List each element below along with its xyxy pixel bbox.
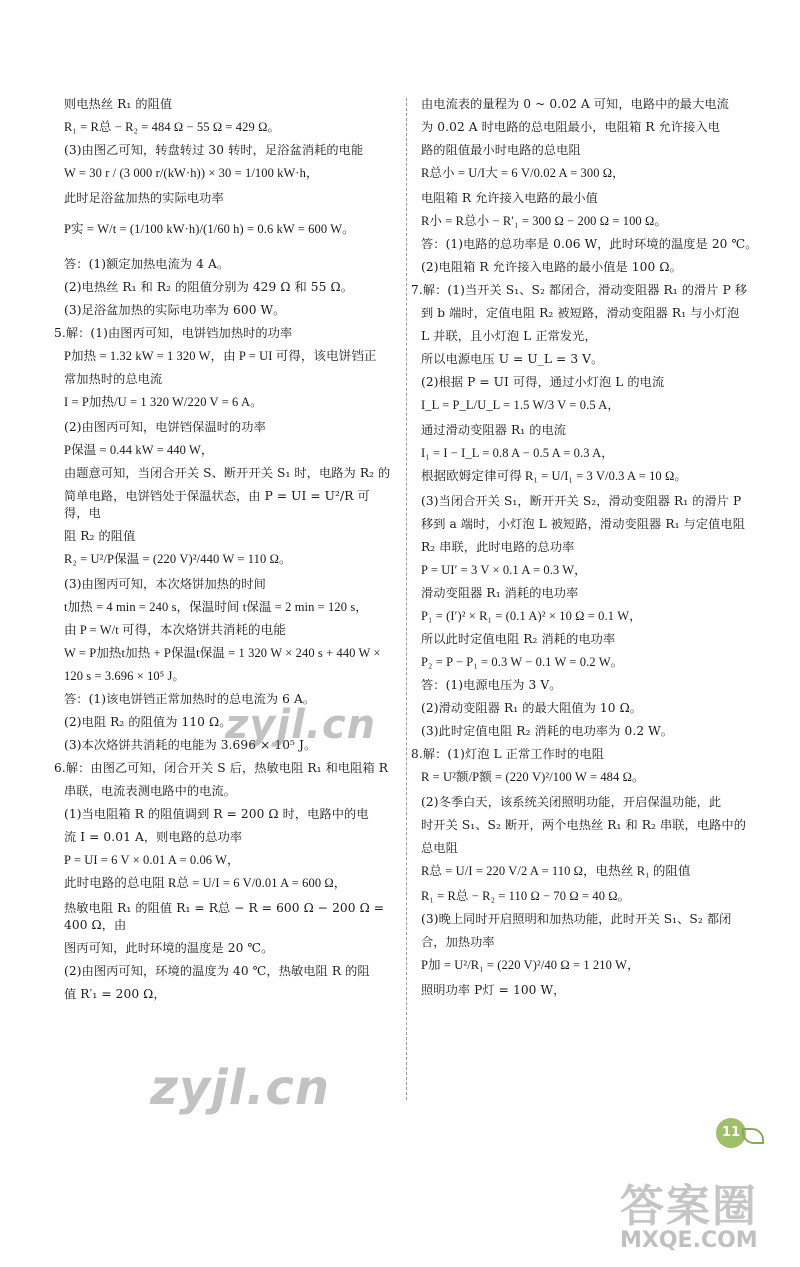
- text-line: (3)本次烙饼共消耗的电能为 3.696 × 10⁵ J。: [64, 738, 317, 752]
- equation-line: R总 = U/I = 220 V/2 A = 110 Ω，电热丝 R₁ 的阻值: [421, 864, 691, 878]
- equation-line: 此时电路的总电阻 R总 = U/I = 6 V/0.01 A = 600 Ω，: [64, 876, 347, 890]
- text-line: L 并联，且小灯泡 L 正常发光，: [421, 329, 597, 343]
- text-line: (2)滑动变阻器 R₁ 的最大阻值为 10 Ω。: [421, 701, 643, 715]
- equation-line: R₁ = R总 − R₂ = 484 Ω − 55 Ω = 429 Ω。: [64, 120, 281, 134]
- text-line: (3)晚上同时开启照明和加热功能，此时开关 S₁、S₂ 都闭: [421, 912, 732, 926]
- equation-line: R总小 = U/I大 = 6 V/0.02 A = 300 Ω，: [421, 166, 625, 180]
- watermark: zyjl.cn: [150, 1060, 330, 1116]
- question-6-header: 6.解：由图乙可知，闭合开关 S 后，热敏电阻 R₁ 和电阻箱 R: [54, 761, 389, 775]
- text-line: R₂ 串联，此时电路的总功率: [421, 540, 575, 554]
- equation-line: R = U²额/P额 = (220 V)²/100 W = 484 Ω。: [421, 770, 645, 784]
- question-7-header: 7.解：(1)当开关 S₁、S₂ 都闭合，滑动变阻器 R₁ 的滑片 P 移: [411, 283, 748, 297]
- text-line: (3)此时定值电阻 R₂ 消耗的电功率为 0.2 W。: [421, 724, 674, 738]
- text-line: 热敏电阻 R₁ 的阻值 R₁ = R总 − R = 600 Ω − 200 Ω = 400 Ω，由: [64, 901, 385, 932]
- text-line: 简单电路，电饼铛处于保温状态，由 P = UI = U²/R 可得，电: [64, 489, 370, 520]
- equation-line: I = P加热/U = 1 320 W/220 V = 6 A。: [64, 395, 263, 409]
- text-line: 所以此时定值电阻 R₂ 消耗的电功率: [421, 632, 616, 646]
- text-line: 路的阻值最小时电路的总电阻: [421, 143, 581, 157]
- equation-line: 120 s = 3.696 × 10⁵ J。: [64, 669, 186, 683]
- equation-line: 根据欧姆定律可得 R₁ = U/I₁ = 3 V/0.3 A = 10 Ω。: [421, 469, 688, 483]
- equation-line: P保温 = 0.44 kW = 440 W，: [64, 443, 214, 457]
- text-line: (2)电阻箱 R 允许接入电路的最小值是 100 Ω。: [421, 260, 682, 274]
- text-line: 由电流表的量程为 0 ~ 0.02 A 可知，电路中的最大电流: [421, 97, 729, 111]
- equation-line: R小 = R总小 − R′₁ = 300 Ω − 200 Ω = 100 Ω。: [421, 214, 667, 228]
- text-line: 流 I = 0.01 A，则电路的总功率: [64, 830, 243, 844]
- equation-line: P = UI = 6 V × 0.01 A = 0.06 W，: [64, 853, 240, 867]
- watermark: zyjl.cn: [225, 702, 377, 748]
- text-line: 电阻箱 R 允许接入电路的最小值: [421, 191, 598, 205]
- equation-line: I₁ = I − I_L = 0.8 A − 0.5 A = 0.3 A，: [421, 446, 614, 460]
- text-line: 常加热时的总电流: [64, 372, 163, 386]
- question-8-header: 8.解：(1)灯泡 L 正常工作时的电阻: [411, 747, 604, 761]
- text-line: 阻 R₂ 的阻值: [64, 529, 136, 543]
- text-line: 照明功率 P灯 = 100 W，: [421, 983, 566, 997]
- equation-line: R₁ = R总 − R₂ = 110 Ω − 70 Ω = 40 Ω。: [421, 889, 631, 903]
- equation-line: 由 P = W/t 可得，本次烙饼共消耗的电能: [64, 623, 286, 637]
- question-5-header: 5.解：(1)由图丙可知，电饼铛加热时的功率: [54, 326, 293, 340]
- equation-line: W = P加热t加热 + P保温t保温 = 1 320 W × 240 s + 440 W ×: [64, 646, 381, 660]
- text-line: 移到 a 端时，小灯泡 L 被短路，滑动变阻器 R₁ 与定值电阻: [421, 517, 745, 531]
- text-line: 此时足浴盆加热的实际电功率: [64, 191, 224, 205]
- text-line: (2)电阻 R₂ 的阻值为 110 Ω。: [64, 715, 232, 729]
- equation-line: P加热 = 1.32 kW = 1 320 W，由 P = UI 可得，该电饼铛正: [64, 349, 377, 363]
- text-line: 则电热丝 R₁ 的阻值: [64, 97, 173, 111]
- text-line: (2)由图丙可知，电饼铛保温时的功率: [64, 420, 266, 434]
- text-line: 所以电源电压 U = U_L = 3 V。: [421, 352, 604, 366]
- text-line: 通过滑动变阻器 R₁ 的电流: [421, 423, 567, 437]
- text-line: 合，加热功率: [421, 935, 495, 949]
- text-line: (2)电热丝 R₁ 和 R₂ 的阻值分别为 429 Ω 和 55 Ω。: [64, 280, 353, 294]
- text-line: 答：(1)电路的总功率是 0.06 W，此时环境的温度是 20 ℃。: [421, 237, 758, 251]
- right-column: [411, 96, 761, 1005]
- text-line: 到 b 端时，定值电阻 R₂ 被短路，滑动变阻器 R₁ 与小灯泡: [421, 306, 740, 320]
- text-line: 答：(1)该电饼铛正常加热时的总电流为 6 A。: [64, 692, 316, 706]
- text-line: (3)当闭合开关 S₁，断开开关 S₂，滑动变阻器 R₁ 的滑片 P: [421, 494, 742, 508]
- text-line: 滑动变阻器 R₁ 消耗的电功率: [421, 586, 579, 600]
- text-line: 答：(1)电源电压为 3 V。: [421, 678, 562, 692]
- equation-line: P₁ = (I′)² × R₁ = (0.1 A)² × 10 Ω = 0.1 W，: [421, 609, 642, 623]
- logo-url: MXQE.COM: [620, 1228, 758, 1253]
- equation-line: P₂ = P − P₁ = 0.3 W − 0.1 W = 0.2 W。: [421, 655, 624, 669]
- text-line: 由题意可知，当闭合开关 S、断开开关 S₁ 时，电路为 R₂ 的: [64, 466, 391, 480]
- leaf-icon: [742, 1128, 764, 1144]
- text-line: 为 0.02 A 时电路的总电阻最小，电阻箱 R 允许接入电: [421, 120, 721, 134]
- equation-line: I_L = P_L/U_L = 1.5 W/3 V = 0.5 A，: [421, 398, 620, 412]
- text-line: (1)当电阻箱 R 的阻值调到 R = 200 Ω 时，电路中的电: [64, 807, 369, 821]
- text-line: 总电阻: [421, 841, 458, 855]
- text-line: 图丙可知，此时环境的温度是 20 ℃。: [64, 941, 274, 955]
- equation-line: P = UI′ = 3 V × 0.1 A = 0.3 W，: [421, 563, 587, 577]
- site-logo: [620, 1170, 785, 1260]
- logo-text: 答案圈: [620, 1181, 758, 1232]
- left-column: [54, 96, 394, 1009]
- text-line: (3)足浴盆加热的实际电功率为 600 W。: [64, 303, 286, 317]
- text-line: (2)冬季白天，该系统关闭照明功能，开启保温功能，此: [421, 795, 722, 809]
- text-line: (2)根据 P = UI 可得，通过小灯泡 L 的电流: [421, 375, 665, 389]
- text-line: 串联，电流表测电路中的电流。: [64, 784, 237, 798]
- equation-line: R₂ = U²/P保温 = (220 V)²/440 W = 110 Ω。: [64, 552, 292, 566]
- equation-line: P实 = W/t = (1/100 kW·h)/(1/60 h) = 0.6 kW = 600 W。: [64, 222, 355, 236]
- text-line: (3)由图丙可知，本次烙饼加热的时间: [64, 577, 266, 591]
- text-line: (2)由图丙可知，环境的温度为 40 ℃，热敏电阻 R 的阻: [64, 964, 370, 978]
- equation-line: t加热 = 4 min = 240 s，保温时间 t保温 = 2 min = 120 s，: [64, 600, 368, 614]
- equation-line: W = 30 r / (3 000 r/(kW·h)) × 30 = 1/100 kW·h，: [64, 166, 319, 180]
- text-line: (3)由图乙可知，转盘转过 30 转时，足浴盆消耗的电能: [64, 143, 364, 157]
- equation-line: P加 = U²/R₁ = (220 V)²/40 Ω = 1 210 W，: [421, 958, 640, 972]
- column-divider: [406, 98, 408, 1100]
- text-line: 答：(1)额定加热电流为 4 A。: [64, 257, 230, 271]
- text-line: 时开关 S₁、S₂ 断开，两个电热丝 R₁ 和 R₂ 串联，电路中的: [421, 818, 746, 832]
- page-number: 11: [716, 1118, 746, 1148]
- text-line: 值 R′₁ = 200 Ω，: [64, 987, 166, 1001]
